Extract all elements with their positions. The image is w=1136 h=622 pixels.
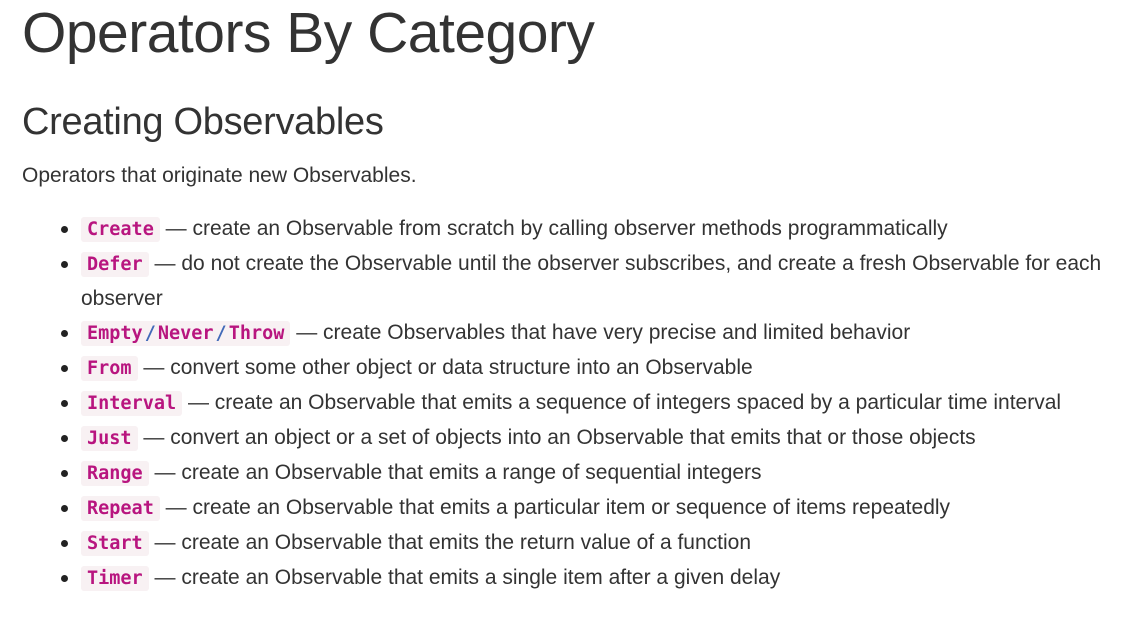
operator-description: — create an Observable that emits a sequence of integers spaced by a particular time interval bbox=[182, 391, 1062, 414]
list-item bbox=[81, 212, 1136, 247]
operator-separator: / bbox=[144, 323, 156, 344]
operator-description: — create an Observable that emits the return value of a function bbox=[148, 531, 752, 554]
section-title: Creating Observables bbox=[22, 101, 384, 143]
list-item bbox=[81, 247, 1131, 316]
list-item bbox=[81, 526, 1136, 561]
operator-link-repeat[interactable]: Repeat bbox=[81, 496, 160, 519]
operator-link-just[interactable]: Just bbox=[81, 426, 138, 449]
list-item bbox=[81, 491, 1136, 526]
list-item bbox=[81, 456, 1136, 491]
operator-link-interval[interactable]: Interval bbox=[81, 391, 182, 414]
page-title: Operators By Category bbox=[22, 1, 595, 65]
operator-link-create[interactable]: Create bbox=[81, 217, 160, 240]
operator-description: — create an Observable from scratch by calling observer methods programmatically bbox=[159, 217, 948, 240]
operator-link-from[interactable]: From bbox=[81, 356, 138, 379]
list-item bbox=[81, 386, 1136, 421]
operator-link-throw[interactable]: Throw bbox=[228, 323, 285, 344]
operator-description: — convert an object or a set of objects into an Observable that emits that or those objects bbox=[137, 426, 976, 449]
operator-description: — create an Observable that emits a range of sequential integers bbox=[148, 461, 762, 484]
operator-description: — create an Observable that emits a particular item or sequence of items repeatedly bbox=[159, 496, 951, 519]
operator-description: — convert some other object or data structure into an Observable bbox=[137, 356, 753, 379]
section-intro: Operators that originate new Observables. bbox=[22, 164, 417, 187]
operator-description: — create Observables that have very precise and limited behavior bbox=[290, 321, 911, 344]
operator-link-defer[interactable]: Defer bbox=[81, 252, 149, 275]
list-item bbox=[81, 561, 1136, 596]
list-item bbox=[81, 421, 1136, 456]
operator-separator: / bbox=[215, 323, 227, 344]
operator-link-range[interactable]: Range bbox=[81, 461, 149, 484]
operator-description: — create an Observable that emits a single item after a given delay bbox=[148, 566, 781, 589]
operator-link-never[interactable]: Never bbox=[157, 323, 214, 344]
operator-list bbox=[22, 212, 1136, 596]
operator-link-timer[interactable]: Timer bbox=[81, 566, 149, 589]
list-item bbox=[81, 351, 1136, 386]
operator-description: — do not create the Observable until the observer subscribes, and create a fresh Observable for each observer bbox=[81, 252, 1102, 310]
list-item bbox=[81, 316, 1136, 351]
operator-link-empty[interactable]: Empty bbox=[87, 323, 143, 344]
operator-link-start[interactable]: Start bbox=[81, 531, 149, 554]
